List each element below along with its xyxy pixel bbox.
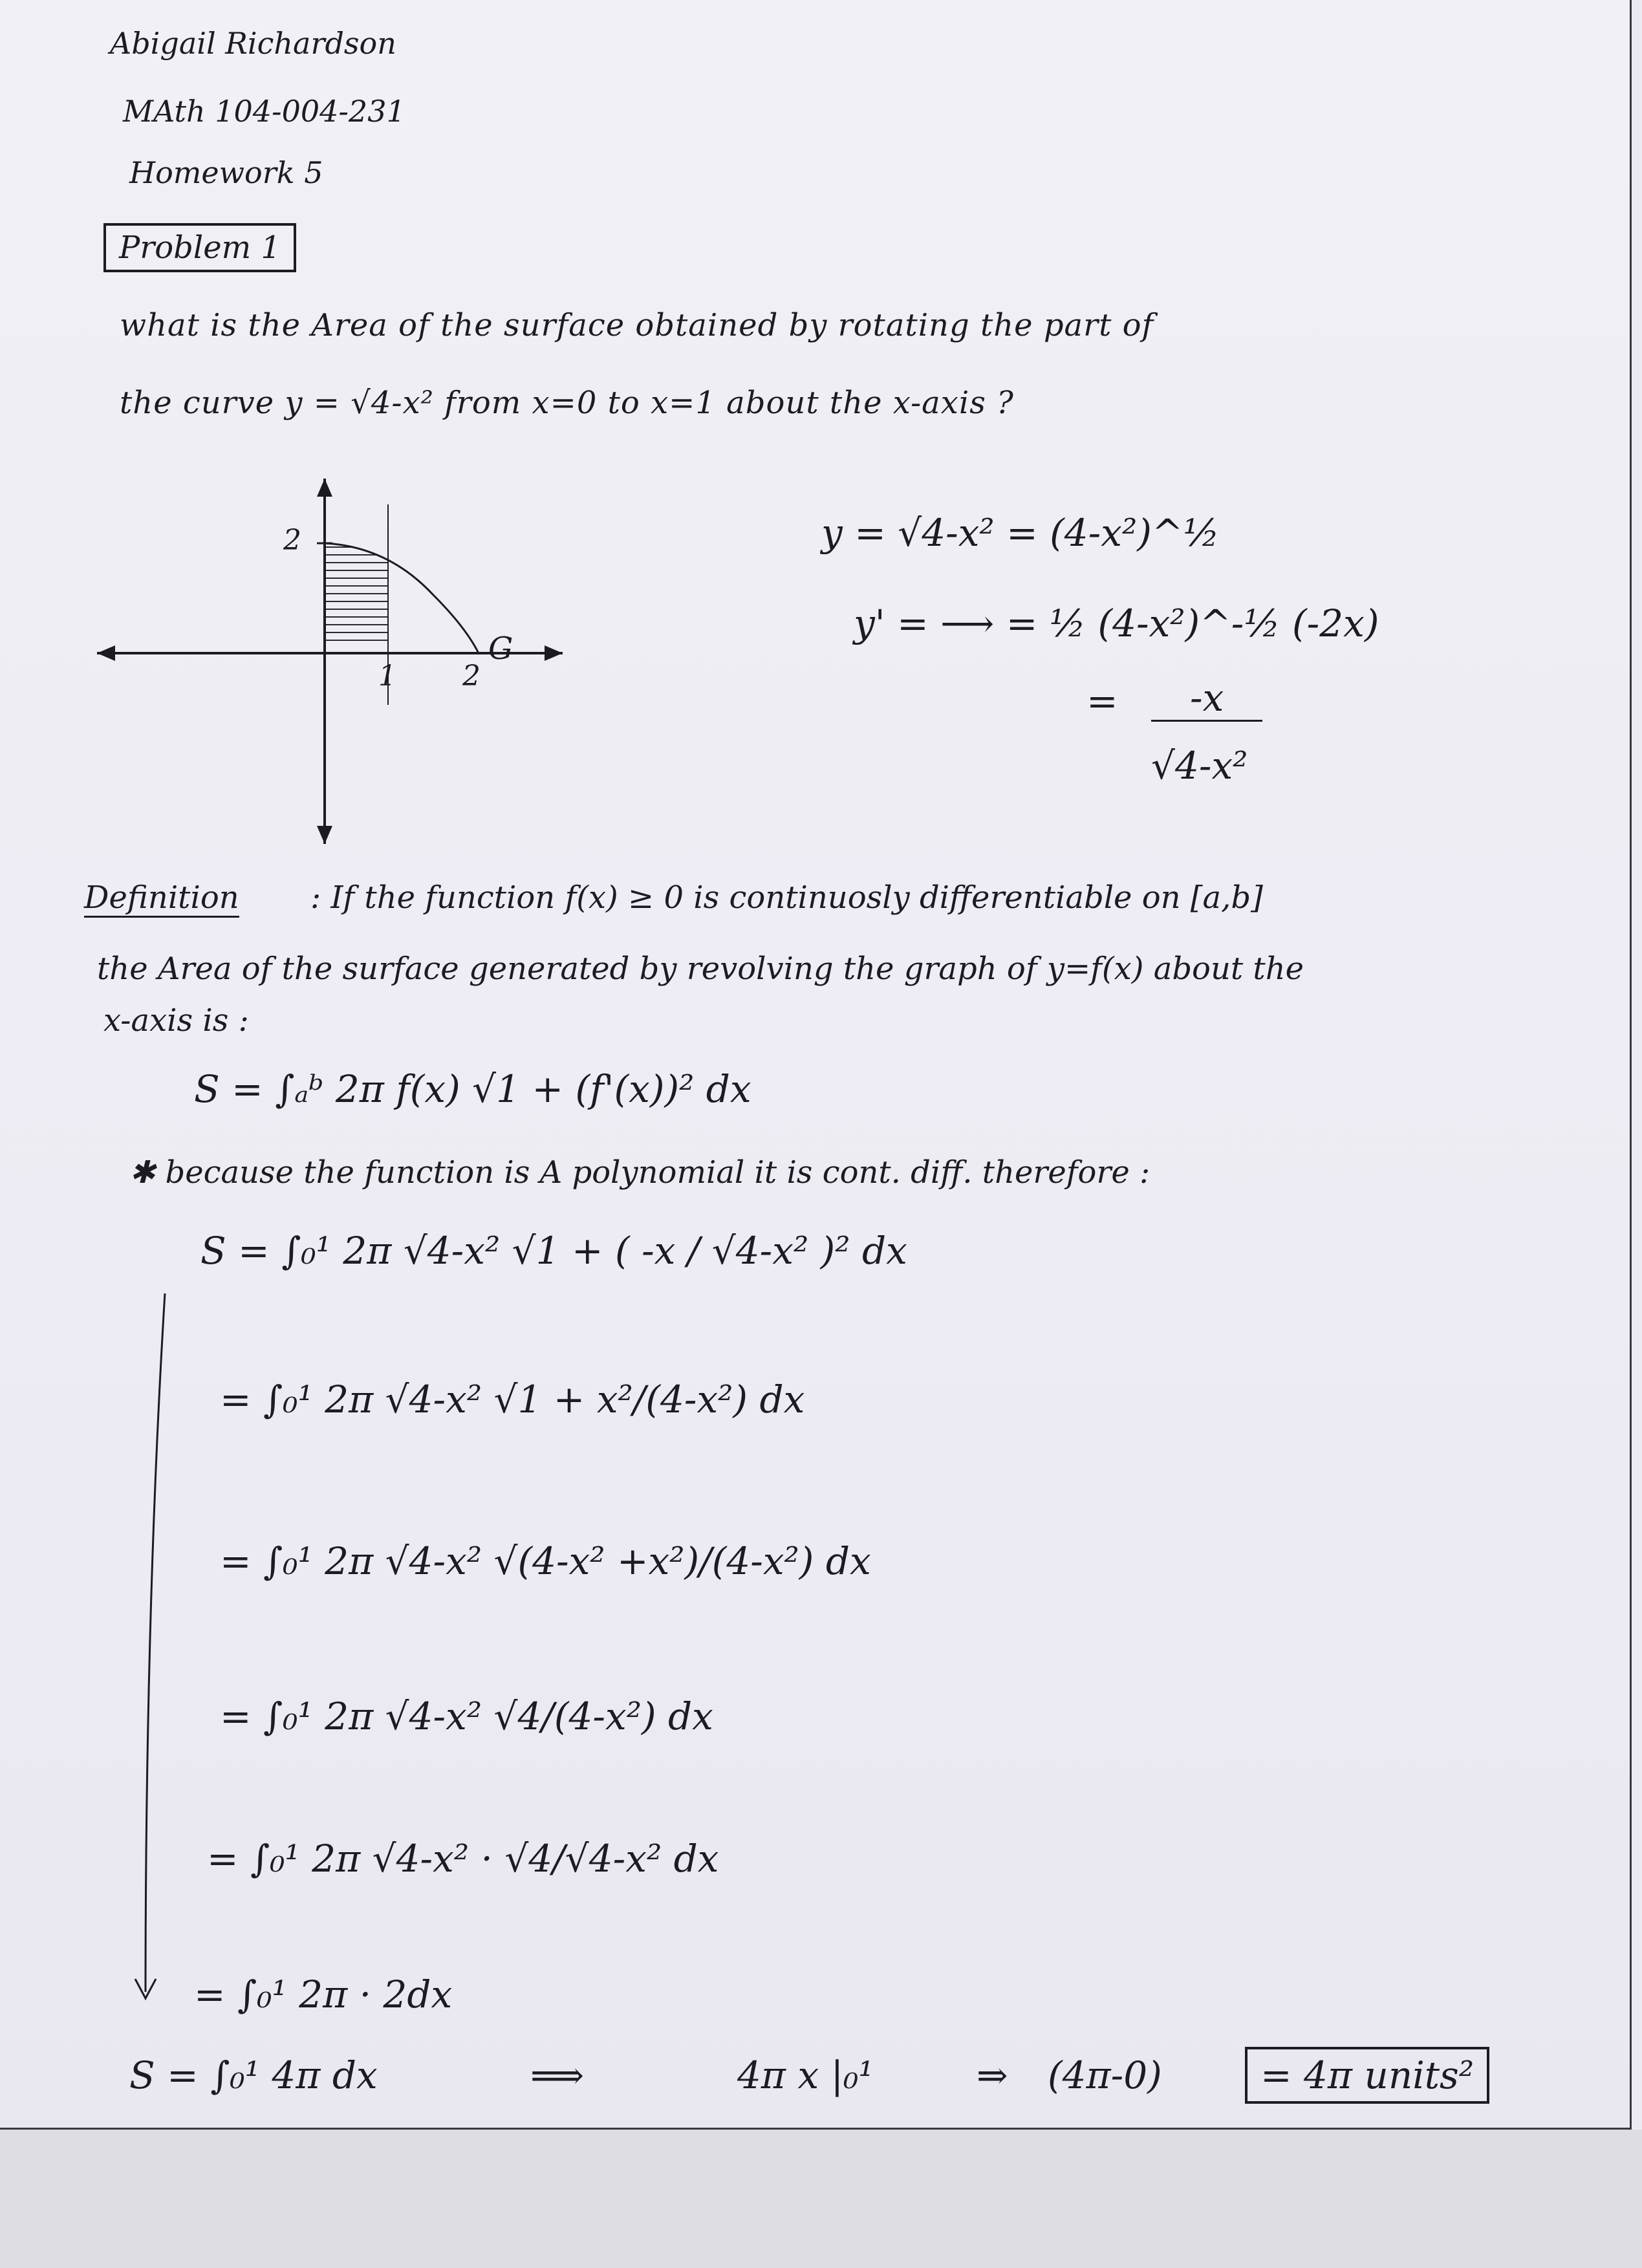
derivative-line3-prefix: = bbox=[1086, 679, 1118, 723]
graph-y-tick: 2 bbox=[283, 524, 301, 557]
steps-arrow bbox=[126, 1287, 178, 2011]
surface-area-formula: S = ∫ₐᵇ 2π f(x) √1 + (f'(x))² dx bbox=[194, 1067, 751, 1111]
scanner-background bbox=[0, 2130, 1642, 2268]
definition-line2: the Area of the surface generated by revolving the graph of y=f(x) about the bbox=[97, 951, 1304, 987]
problem-question-line2: the curve y = √4-x² from x=0 to x=1 about the x-axis ? bbox=[120, 385, 1014, 421]
assignment-title: Homework 5 bbox=[129, 155, 323, 190]
step-2: = ∫₀¹ 2π √4-x² √1 + x²/(4-x²) dx bbox=[220, 1377, 805, 1421]
graph-curve-label: G bbox=[488, 631, 513, 667]
final-difference: (4π-0) bbox=[1048, 2053, 1162, 2097]
derivative-line3-numerator: -x bbox=[1151, 676, 1262, 722]
course-code: MAth 104-004-231 bbox=[123, 94, 405, 129]
step-5: = ∫₀¹ 2π √4-x² · √4/√4-x² dx bbox=[207, 1837, 719, 1881]
reason-note: ✱ because the function is A polynomial it is cont. diff. therefore : bbox=[129, 1154, 1150, 1191]
definition-line3: x-axis is : bbox=[103, 1002, 249, 1039]
problem-label: Problem 1 bbox=[103, 223, 296, 272]
step-1: S = ∫₀¹ 2π √4-x² √1 + ( -x / √4-x² )² dx bbox=[200, 1229, 907, 1273]
derivative-line3-denominator: √4-x² bbox=[1151, 744, 1248, 788]
final-integral: S = ∫₀¹ 4π dx bbox=[129, 2053, 378, 2097]
graph-x-tick-2: 2 bbox=[462, 660, 481, 693]
final-arrow-1: ⟹ bbox=[530, 2053, 585, 2097]
derivative-line1: y = √4-x² = (4-x²)^½ bbox=[821, 511, 1220, 555]
step-3: = ∫₀¹ 2π √4-x² √(4-x² +x²)/(4-x²) dx bbox=[220, 1539, 871, 1583]
student-name: Abigail Richardson bbox=[110, 26, 396, 61]
derivative-line2: y' = ⟶ = ½ (4-x²)^-½ (-2x) bbox=[854, 601, 1379, 645]
step-4: = ∫₀¹ 2π √4-x² √4/(4-x²) dx bbox=[220, 1694, 713, 1738]
problem-question-line1: what is the Area of the surface obtained by rotating the part of bbox=[120, 307, 1154, 343]
final-arrow-2: ⇒ bbox=[977, 2053, 1008, 2097]
definition-label: Definition bbox=[84, 880, 239, 918]
step-6: = ∫₀¹ 2π · 2dx bbox=[194, 1972, 453, 2016]
definition-line1: : If the function f(x) ≥ 0 is continuosly differentiable on [a,b] bbox=[310, 880, 1263, 916]
final-evaluation: 4π x |₀¹ bbox=[737, 2053, 874, 2097]
final-answer-box: = 4π units² bbox=[1245, 2047, 1489, 2104]
graph-x-tick-1: 1 bbox=[378, 660, 396, 693]
